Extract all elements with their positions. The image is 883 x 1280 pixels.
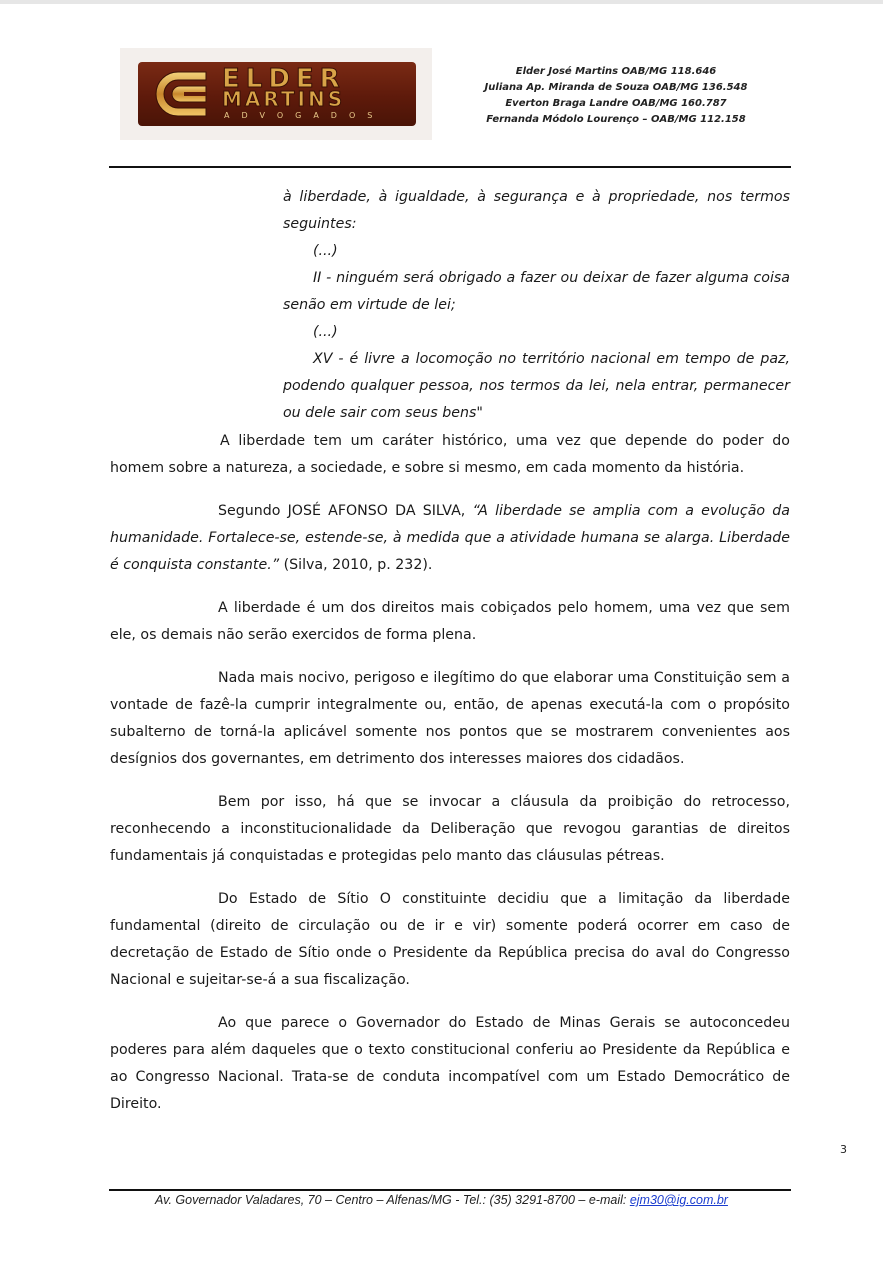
footer-email-link[interactable]: ejm30@ig.com.br	[629, 1193, 728, 1207]
lawyer-name: Fernanda Módolo Lourenço – OAB/MG 112.158	[486, 114, 746, 125]
logo-monogram-icon	[148, 68, 210, 120]
lawyer-name: Juliana Ap. Miranda de Souza OAB/MG 136.548	[484, 82, 748, 93]
paragraph-2	[110, 498, 790, 579]
quote-ellipsis: (...)	[313, 324, 338, 340]
page-number: 3	[840, 1143, 847, 1156]
logo-text-martins: MARTINS	[222, 87, 346, 111]
logo-text-advogados: ADVOGADOS	[224, 111, 385, 120]
footer-divider	[109, 1189, 791, 1191]
quote-intro: à liberdade, à igualdade, à segurança e à propriedade, nos termos seguintes:	[283, 189, 790, 232]
paragraph-3: A liberdade é um dos direitos mais cobiçados pelo homem, uma vez que sem ele, os demais não serão exercidos de forma plena.	[110, 600, 790, 643]
paragraph-1: A liberdade tem um caráter histórico, uma vez que depende do poder do homem sobre a natureza, a sociedade, e sobre si mesmo, em cada momento da história.	[110, 433, 790, 476]
paragraph-5: Bem por isso, há que se invocar a cláusula da proibição do retrocesso, reconhecendo a inconstitucionalidade da Deliberação que revogou garantias de direitos fundamentais já conquistadas e protegidas pelo manto das cláusulas pétreas.	[110, 794, 790, 864]
paragraph-4: Nada mais nocivo, perigoso e ilegítimo do que elaborar uma Constituição sem a vontade de fazê-la cumprir integralmente ou, então, de apenas executá-la com o propósito subalterno de torná-la aplicável somente nos pontos que se mostrarem convenientes aos desígnios dos governantes, em detrimento dos interesses maiores dos cidadãos.	[110, 670, 790, 767]
lawyer-name: Elder José Martins OAB/MG 118.646	[515, 66, 717, 77]
quote-item-ii: II - ninguém será obrigado a fazer ou deixar de fazer alguma coisa senão em virtude de lei;	[283, 270, 790, 313]
paragraph-2-lead: Segundo JOSÉ AFONSO DA SILVA,	[218, 503, 473, 519]
paragraph-6: Do Estado de Sítio O constituinte decidiu que a limitação da liberdade fundamental (direito de circulação ou de ir e vir) somente poderá ocorrer em caso de decretação de Estado de Sítio onde o Presidente da República precisa do aval do Congresso Nacional e sujeitar-se-á a sua fiscalização.	[110, 891, 790, 988]
firm-logo	[120, 48, 432, 140]
header-divider	[109, 166, 791, 168]
quote-item-xv: XV - é livre a locomoção no território nacional em tempo de paz, podendo qualquer pessoa, nos termos da lei, nela entrar, permanecer ou dele sair com seus bens"	[283, 351, 790, 421]
top-edge	[0, 0, 883, 4]
logo-text-elder: ELDER	[222, 64, 346, 94]
document-body	[110, 184, 790, 1118]
quote-ellipsis: (...)	[313, 243, 338, 259]
paragraph-2-citation: (Silva, 2010, p. 232).	[279, 557, 433, 573]
legal-quote	[283, 184, 790, 427]
footer	[0, 1193, 883, 1207]
paragraph-7: Ao que parece o Governador do Estado de Minas Gerais se autoconcedeu poderes para além daqueles que o texto constitucional conferiu ao Presidente da República e ao Congresso Nacional. Trata-se de conduta incompatível com um Estado Democrático de Direito.	[110, 1015, 790, 1112]
lawyer-name: Everton Braga Landre OAB/MG 160.787	[505, 98, 727, 109]
footer-address: Av. Governador Valadares, 70 – Centro – Alfenas/MG - Tel.: (35) 3291-8700 – e-mail:	[155, 1193, 630, 1207]
logo-badge	[138, 62, 416, 126]
paragraph-2-quote: “A liberdade se amplia com a evolução da humanidade. Fortalece-se, estende-se, à medida que a atividade humana se alarga. Liberdade é conquista constante.”	[110, 503, 790, 573]
lawyer-list	[458, 64, 774, 128]
